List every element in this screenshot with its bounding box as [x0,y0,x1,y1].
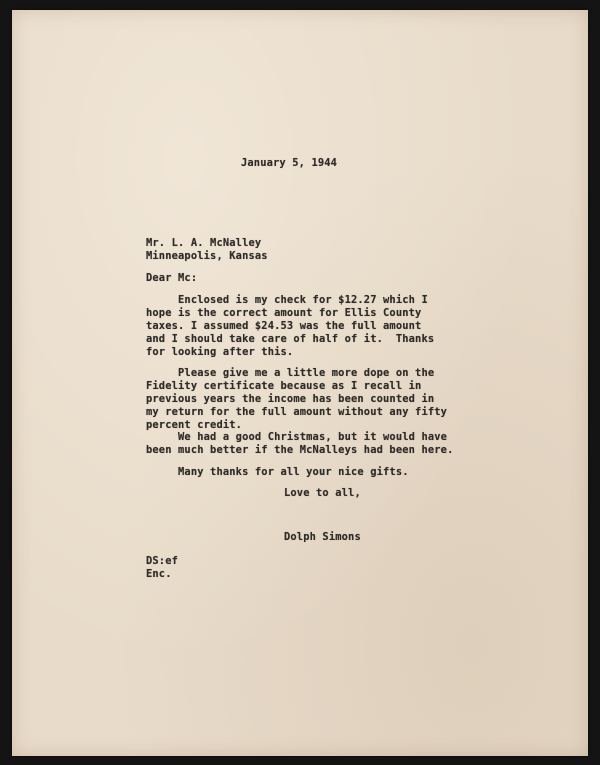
recipient-name: Mr. L. A. McNalley [146,237,262,249]
body-line: percent credit. [146,419,243,431]
body-line: been much better if the McNalleys had been here. [146,444,454,456]
typist-initials: DS:ef [146,555,179,567]
body-line: Fidelity certificate because as I recall in [146,380,422,392]
salutation: Dear Mc: [146,272,198,284]
body-line: Enclosed is my check for $12.27 which I [146,294,428,306]
enclosure-note: Enc. [146,568,172,580]
closing: Love to all, [284,487,361,499]
body-line: my return for the full amount without any fifty [146,406,448,418]
body-line: previous years the income has been counted in [146,393,435,405]
signature: Dolph Simons [284,531,361,543]
body-line: Many thanks for all your nice gifts. [146,466,409,478]
body-line: taxes. I assumed $24.53 was the full amount [146,320,422,332]
body-line: and I should take care of half of it. Thanks [146,333,435,345]
body-line: for looking after this. [146,346,294,358]
body-line: Please give me a little more dope on the [146,367,435,379]
letter-page [12,10,588,756]
body-line: We had a good Christmas, but it would have [146,431,448,443]
recipient-city: Minneapolis, Kansas [146,250,268,262]
body-line: hope is the correct amount for Ellis County [146,307,422,319]
letter-date: January 5, 1944 [241,157,338,169]
